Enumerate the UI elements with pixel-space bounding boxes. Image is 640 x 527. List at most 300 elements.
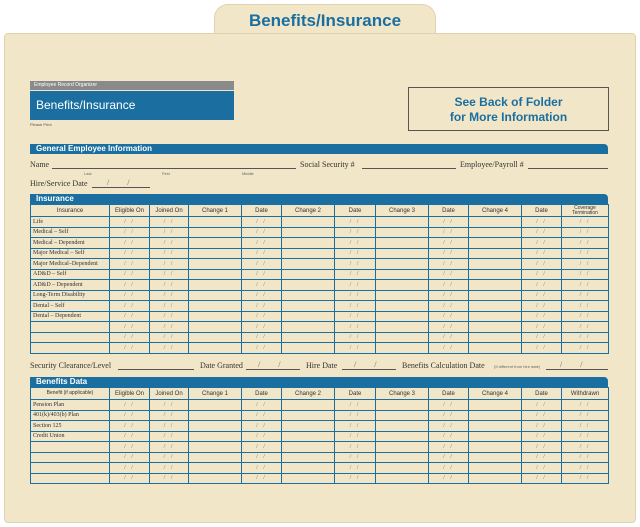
entry-cell[interactable] — [376, 322, 429, 333]
entry-cell[interactable] — [282, 290, 335, 301]
row-label — [31, 332, 110, 343]
entry-cell[interactable] — [376, 301, 429, 312]
date-cell[interactable]: / / — [429, 238, 469, 249]
date-cell[interactable]: / / — [522, 259, 562, 270]
date-cell[interactable]: / / — [110, 410, 150, 421]
see-back-line1: See Back of Folder — [454, 95, 563, 109]
entry-cell[interactable] — [469, 343, 522, 354]
table-row — [31, 301, 609, 312]
entry-cell[interactable] — [469, 248, 522, 259]
date-cell[interactable]: / / — [522, 431, 562, 442]
date-cell[interactable]: / / — [522, 248, 562, 259]
date-cell[interactable]: / / — [110, 421, 150, 432]
date-cell[interactable]: / / — [522, 227, 562, 238]
date-cell[interactable]: / / — [522, 473, 562, 484]
date-cell[interactable]: / / — [562, 463, 609, 474]
date-cell[interactable]: / / — [562, 400, 609, 411]
entry-cell[interactable] — [282, 311, 335, 322]
date-cell[interactable]: / / — [522, 238, 562, 249]
date-cell[interactable]: / / — [242, 332, 282, 343]
entry-cell[interactable] — [282, 400, 335, 411]
entry-cell[interactable] — [282, 301, 335, 312]
date-cell[interactable]: / / — [335, 259, 376, 270]
entry-cell[interactable] — [189, 332, 242, 343]
date-cell[interactable]: / / — [429, 269, 469, 280]
row-label — [31, 452, 110, 463]
date-cell[interactable]: / / — [150, 269, 189, 280]
date-cell[interactable]: / / — [110, 269, 150, 280]
date-cell[interactable]: / / — [150, 227, 189, 238]
date-cell[interactable]: / / — [522, 301, 562, 312]
column-header: Change 4 — [469, 388, 522, 400]
entry-cell[interactable] — [189, 463, 242, 474]
entry-cell[interactable] — [282, 217, 335, 228]
table-row — [31, 410, 609, 421]
date-cell[interactable]: / / — [335, 227, 376, 238]
row-label: AD&D – Dependent — [31, 280, 110, 291]
benefits-calc-field[interactable] — [546, 369, 608, 370]
column-header: Date — [522, 205, 562, 217]
date-cell[interactable]: / / — [429, 217, 469, 228]
date-cell[interactable]: / / — [562, 421, 609, 432]
date-cell[interactable]: / / — [110, 311, 150, 322]
date-cell[interactable]: / / — [522, 322, 562, 333]
employee-payroll-field[interactable] — [528, 168, 608, 169]
entry-cell[interactable] — [376, 227, 429, 238]
date-cell[interactable]: / / — [335, 400, 376, 411]
date-cell[interactable]: / / — [110, 463, 150, 474]
date-cell[interactable]: / / — [110, 452, 150, 463]
entry-cell[interactable] — [189, 322, 242, 333]
date-cell[interactable]: / / — [522, 311, 562, 322]
date-cell[interactable]: / / — [110, 259, 150, 270]
date-cell[interactable]: / / — [242, 421, 282, 432]
table-row — [31, 421, 609, 432]
column-header: Joined On — [150, 388, 189, 400]
date-cell[interactable]: / / — [242, 410, 282, 421]
column-header: Change 3 — [376, 205, 429, 217]
date-cell[interactable]: / / — [150, 259, 189, 270]
entry-cell[interactable] — [376, 421, 429, 432]
entry-cell[interactable] — [282, 227, 335, 238]
date-cell[interactable]: / / — [522, 452, 562, 463]
entry-cell[interactable] — [282, 431, 335, 442]
insurance-section-header: Insurance — [30, 194, 608, 204]
entry-cell[interactable] — [376, 280, 429, 291]
name-label: Name — [30, 160, 50, 169]
date-cell[interactable]: / / — [562, 301, 609, 312]
entry-cell[interactable] — [189, 343, 242, 354]
entry-cell[interactable] — [376, 400, 429, 411]
entry-cell[interactable] — [189, 442, 242, 453]
date-cell[interactable]: / / — [562, 259, 609, 270]
date-cell[interactable]: / / — [562, 217, 609, 228]
column-header: Date — [242, 388, 282, 400]
date-cell[interactable]: / / — [562, 473, 609, 484]
column-header: Date — [335, 205, 376, 217]
date-cell[interactable]: / / — [429, 463, 469, 474]
date-cell[interactable]: / / — [562, 290, 609, 301]
date-cell[interactable]: / / — [429, 410, 469, 421]
entry-cell[interactable] — [282, 410, 335, 421]
date-cell[interactable]: / / — [335, 301, 376, 312]
column-header: Joined On — [150, 205, 189, 217]
entry-cell[interactable] — [282, 269, 335, 280]
date-cell[interactable]: / / — [242, 227, 282, 238]
entry-cell[interactable] — [189, 410, 242, 421]
date-cell[interactable]: / / — [429, 311, 469, 322]
entry-cell[interactable] — [282, 280, 335, 291]
entry-cell[interactable] — [376, 217, 429, 228]
date-cell[interactable]: / / — [335, 217, 376, 228]
date-cell[interactable]: / / — [242, 400, 282, 411]
date-cell[interactable]: / / — [242, 269, 282, 280]
date-cell[interactable]: / / — [242, 322, 282, 333]
hire-service-field[interactable] — [92, 187, 150, 188]
see-back-line2: for More Information — [449, 110, 568, 124]
hire-date-field[interactable] — [342, 369, 396, 370]
date-cell[interactable]: / / — [242, 280, 282, 291]
entry-cell[interactable] — [282, 473, 335, 484]
date-cell[interactable]: / / — [242, 301, 282, 312]
entry-cell[interactable] — [189, 217, 242, 228]
insurance-table — [30, 204, 609, 354]
date-cell[interactable]: / / — [562, 332, 609, 343]
entry-cell[interactable] — [376, 463, 429, 474]
entry-cell[interactable] — [376, 290, 429, 301]
date-cell[interactable]: / / — [562, 452, 609, 463]
table-row — [31, 322, 609, 333]
date-cell[interactable]: / / — [242, 290, 282, 301]
entry-cell[interactable] — [376, 269, 429, 280]
date-cell[interactable]: / / — [110, 343, 150, 354]
general-section-header: General Employee Information — [30, 144, 608, 154]
date-cell[interactable]: / / — [110, 301, 150, 312]
entry-cell[interactable] — [282, 332, 335, 343]
entry-cell[interactable] — [469, 238, 522, 249]
form-title: Benefits/Insurance — [30, 91, 234, 120]
please-print: Please Print — [30, 122, 52, 127]
date-cell[interactable]: / / — [150, 311, 189, 322]
hire-date-slashes: / / — [354, 360, 385, 369]
row-label — [31, 322, 110, 333]
date-cell[interactable]: / / — [110, 442, 150, 453]
date-cell[interactable]: / / — [522, 290, 562, 301]
entry-cell[interactable] — [469, 442, 522, 453]
name-field[interactable] — [52, 168, 296, 169]
date-cell[interactable]: / / — [110, 238, 150, 249]
date-cell[interactable]: / / — [150, 431, 189, 442]
date-cell[interactable]: / / — [562, 248, 609, 259]
date-cell[interactable]: / / — [562, 442, 609, 453]
date-cell[interactable]: / / — [150, 248, 189, 259]
entry-cell[interactable] — [469, 410, 522, 421]
entry-cell[interactable] — [469, 322, 522, 333]
entry-cell[interactable] — [189, 311, 242, 322]
entry-cell[interactable] — [469, 280, 522, 291]
entry-cell[interactable] — [189, 248, 242, 259]
date-cell[interactable]: / / — [335, 311, 376, 322]
date-cell[interactable]: / / — [429, 400, 469, 411]
entry-cell[interactable] — [282, 259, 335, 270]
date-cell[interactable]: / / — [150, 322, 189, 333]
benefits-calc-label: Benefits Calculation Date — [402, 361, 485, 370]
row-label: Dental – Self — [31, 301, 110, 312]
column-header: Date — [429, 388, 469, 400]
entry-cell[interactable] — [282, 322, 335, 333]
date-cell[interactable]: / / — [335, 473, 376, 484]
date-cell[interactable]: / / — [522, 332, 562, 343]
column-header: Withdrawn — [562, 388, 609, 400]
security-clearance-label: Security Clearance/Level — [30, 361, 112, 370]
date-granted-label: Date Granted — [200, 361, 243, 370]
date-cell[interactable]: / / — [242, 452, 282, 463]
date-cell[interactable]: / / — [562, 227, 609, 238]
row-label: Credit Union — [31, 431, 110, 442]
entry-cell[interactable] — [469, 473, 522, 484]
date-cell[interactable]: / / — [335, 452, 376, 463]
date-cell[interactable]: / / — [429, 301, 469, 312]
date-cell[interactable]: / / — [335, 248, 376, 259]
security-clearance-field[interactable] — [118, 369, 194, 370]
entry-cell[interactable] — [469, 227, 522, 238]
date-cell[interactable]: / / — [562, 238, 609, 249]
date-cell[interactable]: / / — [522, 269, 562, 280]
row-label — [31, 463, 110, 474]
date-cell[interactable]: / / — [242, 473, 282, 484]
date-granted-field[interactable] — [246, 369, 300, 370]
entry-cell[interactable] — [376, 343, 429, 354]
entry-cell[interactable] — [189, 269, 242, 280]
entry-cell[interactable] — [282, 343, 335, 354]
date-cell[interactable]: / / — [335, 431, 376, 442]
date-cell[interactable]: / / — [150, 452, 189, 463]
date-cell[interactable]: / / — [242, 311, 282, 322]
date-cell[interactable]: / / — [335, 238, 376, 249]
entry-cell[interactable] — [189, 259, 242, 270]
entry-cell[interactable] — [282, 442, 335, 453]
tab-title: Benefits/Insurance — [248, 11, 402, 30]
entry-cell[interactable] — [189, 421, 242, 432]
date-cell[interactable]: / / — [150, 421, 189, 432]
date-cell[interactable]: / / — [522, 442, 562, 453]
entry-cell[interactable] — [189, 400, 242, 411]
date-cell[interactable]: / / — [242, 431, 282, 442]
date-cell[interactable]: / / — [335, 421, 376, 432]
column-header: Change 4 — [469, 205, 522, 217]
row-label: Medical – Self — [31, 227, 110, 238]
column-header: Date — [335, 388, 376, 400]
date-cell[interactable]: / / — [110, 400, 150, 411]
row-label — [31, 442, 110, 453]
date-cell[interactable]: / / — [110, 431, 150, 442]
column-header: Insurance — [31, 205, 110, 217]
date-cell[interactable]: / / — [335, 410, 376, 421]
date-cell[interactable]: / / — [335, 280, 376, 291]
date-cell[interactable]: / / — [522, 463, 562, 474]
date-cell[interactable]: / / — [562, 431, 609, 442]
entry-cell[interactable] — [469, 421, 522, 432]
date-cell[interactable]: / / — [150, 290, 189, 301]
entry-cell[interactable] — [189, 227, 242, 238]
date-cell[interactable]: / / — [242, 248, 282, 259]
date-cell[interactable]: / / — [110, 227, 150, 238]
row-label: Pension Plan — [31, 400, 110, 411]
date-cell[interactable]: / / — [150, 238, 189, 249]
date-cell[interactable]: / / — [242, 259, 282, 270]
date-cell[interactable]: / / — [335, 269, 376, 280]
see-back-box — [408, 87, 609, 131]
date-cell[interactable]: / / — [110, 290, 150, 301]
date-cell[interactable]: / / — [242, 442, 282, 453]
table-row — [31, 431, 609, 442]
date-cell[interactable]: / / — [522, 421, 562, 432]
entry-cell[interactable] — [376, 442, 429, 453]
date-cell[interactable]: / / — [242, 238, 282, 249]
hire-service-slashes: / / — [107, 178, 138, 187]
date-cell[interactable]: / / — [429, 322, 469, 333]
date-cell[interactable]: / / — [429, 290, 469, 301]
date-cell[interactable]: / / — [150, 280, 189, 291]
date-cell[interactable]: / / — [562, 410, 609, 421]
date-cell[interactable]: / / — [335, 442, 376, 453]
table-row — [31, 452, 609, 463]
date-cell[interactable]: / / — [562, 269, 609, 280]
entry-cell[interactable] — [282, 248, 335, 259]
date-cell[interactable]: / / — [429, 421, 469, 432]
date-cell[interactable]: / / — [242, 463, 282, 474]
date-cell[interactable]: / / — [429, 343, 469, 354]
date-cell[interactable]: / / — [110, 248, 150, 259]
date-cell[interactable]: / / — [150, 301, 189, 312]
date-cell[interactable]: / / — [150, 442, 189, 453]
date-cell[interactable]: / / — [522, 280, 562, 291]
entry-cell[interactable] — [376, 259, 429, 270]
date-cell[interactable]: / / — [522, 217, 562, 228]
date-cell[interactable]: / / — [150, 343, 189, 354]
entry-cell[interactable] — [376, 431, 429, 442]
entry-cell[interactable] — [189, 238, 242, 249]
date-cell[interactable]: / / — [242, 217, 282, 228]
entry-cell[interactable] — [376, 238, 429, 249]
date-cell[interactable]: / / — [110, 322, 150, 333]
date-cell[interactable]: / / — [335, 463, 376, 474]
entry-cell[interactable] — [469, 452, 522, 463]
entry-cell[interactable] — [376, 473, 429, 484]
row-label: Long-Term Disability — [31, 290, 110, 301]
entry-cell[interactable] — [469, 259, 522, 270]
ssn-label: Social Security # — [300, 160, 355, 169]
date-cell[interactable]: / / — [522, 410, 562, 421]
date-cell[interactable]: / / — [335, 332, 376, 343]
entry-cell[interactable] — [189, 301, 242, 312]
date-cell[interactable]: / / — [562, 311, 609, 322]
entry-cell[interactable] — [469, 290, 522, 301]
entry-cell[interactable] — [469, 431, 522, 442]
date-cell[interactable]: / / — [429, 280, 469, 291]
date-cell[interactable]: / / — [110, 332, 150, 343]
entry-cell[interactable] — [469, 400, 522, 411]
table-row — [31, 269, 609, 280]
date-cell[interactable]: / / — [429, 473, 469, 484]
organizer-label: Employee Record Organizer — [30, 81, 234, 90]
date-cell[interactable]: / / — [150, 463, 189, 474]
column-header: Date — [429, 205, 469, 217]
entry-cell[interactable] — [469, 301, 522, 312]
table-row — [31, 217, 609, 228]
row-label — [31, 343, 110, 354]
entry-cell[interactable] — [469, 311, 522, 322]
date-cell[interactable]: / / — [562, 280, 609, 291]
table-row — [31, 463, 609, 474]
date-cell[interactable]: / / — [150, 400, 189, 411]
date-cell[interactable]: / / — [150, 410, 189, 421]
benefits-section-header: Benefits Data — [30, 377, 608, 387]
date-cell[interactable]: / / — [150, 332, 189, 343]
entry-cell[interactable] — [189, 431, 242, 442]
entry-cell[interactable] — [469, 463, 522, 474]
entry-cell[interactable] — [189, 290, 242, 301]
entry-cell[interactable] — [469, 217, 522, 228]
date-cell[interactable]: / / — [429, 431, 469, 442]
date-cell[interactable]: / / — [335, 322, 376, 333]
table-row — [31, 238, 609, 249]
row-label: Life — [31, 217, 110, 228]
date-granted-slashes: / / — [258, 360, 289, 369]
date-cell[interactable]: / / — [429, 227, 469, 238]
entry-cell[interactable] — [376, 332, 429, 343]
date-cell[interactable]: / / — [110, 473, 150, 484]
entry-cell[interactable] — [376, 452, 429, 463]
table-row — [31, 332, 609, 343]
entry-cell[interactable] — [376, 410, 429, 421]
benefits-table — [30, 387, 609, 484]
entry-cell[interactable] — [282, 421, 335, 432]
entry-cell[interactable] — [376, 248, 429, 259]
entry-cell[interactable] — [189, 452, 242, 463]
table-row — [31, 259, 609, 270]
date-cell[interactable]: / / — [429, 332, 469, 343]
date-cell[interactable]: / / — [429, 259, 469, 270]
date-cell[interactable]: / / — [150, 473, 189, 484]
date-cell[interactable]: / / — [110, 217, 150, 228]
date-cell[interactable]: / / — [562, 322, 609, 333]
column-header: Coverage Termination — [562, 205, 609, 217]
entry-cell[interactable] — [282, 238, 335, 249]
date-cell[interactable]: / / — [150, 217, 189, 228]
date-cell[interactable]: / / — [429, 442, 469, 453]
date-cell[interactable]: / / — [562, 343, 609, 354]
date-cell[interactable]: / / — [522, 400, 562, 411]
row-label: 401(k)/403(b) Plan — [31, 410, 110, 421]
entry-cell[interactable] — [469, 269, 522, 280]
entry-cell[interactable] — [189, 280, 242, 291]
date-cell[interactable]: / / — [522, 343, 562, 354]
date-cell[interactable]: / / — [429, 248, 469, 259]
entry-cell[interactable] — [469, 332, 522, 343]
date-cell[interactable]: / / — [335, 290, 376, 301]
date-cell[interactable]: / / — [335, 343, 376, 354]
date-cell[interactable]: / / — [242, 343, 282, 354]
entry-cell[interactable] — [189, 473, 242, 484]
ssn-field[interactable] — [362, 168, 456, 169]
name-sub-first: First — [162, 171, 170, 176]
date-cell[interactable]: / / — [110, 280, 150, 291]
date-cell[interactable]: / / — [429, 452, 469, 463]
entry-cell[interactable] — [376, 311, 429, 322]
entry-cell[interactable] — [282, 463, 335, 474]
entry-cell[interactable] — [282, 452, 335, 463]
